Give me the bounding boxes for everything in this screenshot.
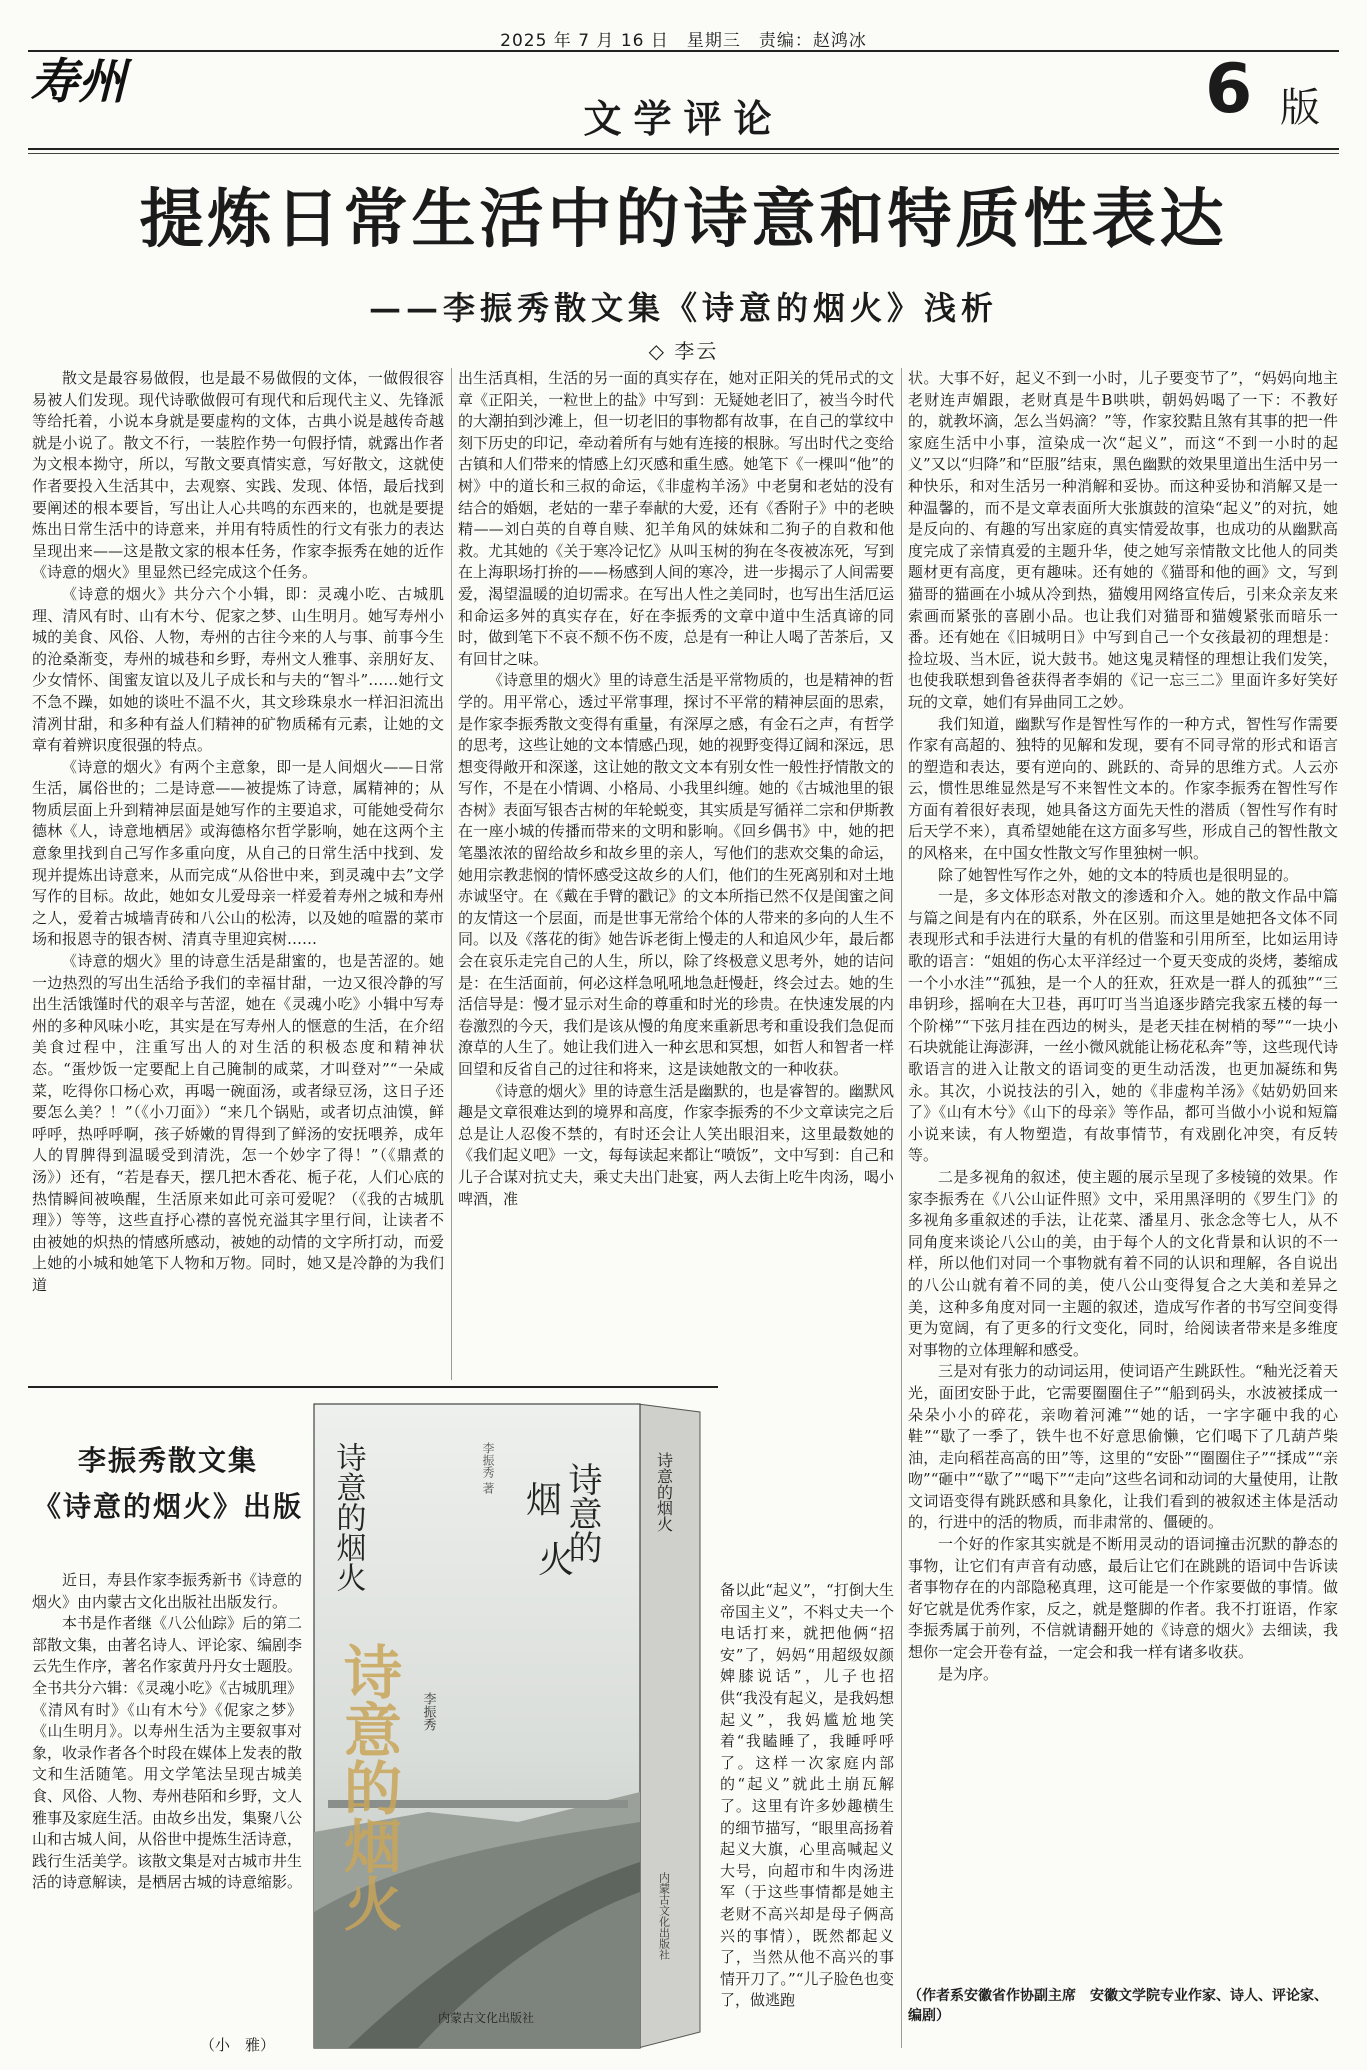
article-paragraph: 一个好的作家其实就是不断用灵动的语词撞击沉默的静态的事物，让它们有声音有动感，最后让它们在跳跳的语词中告诉读者事物存在的内部隐秘真理，这可能是一个作家要做的事情。做好它就是优秀作家，反之，就是蹩脚的作者。我不打诳语，作家李振秀属于前列，不信就请翻开她的《诗意的烟火》去细读，我想你一定会开卷有益，一定会和我一样有诸多收获。 (908, 1535, 1338, 1662)
book-title-right-2: 烟 (526, 1480, 563, 1521)
sidebar-news-title (28, 1438, 308, 1530)
page-number: 6 (1205, 50, 1253, 129)
article-paragraph: 《诗意的烟火》里的诗意生活是幽默的，也是睿智的。幽默风趣是文章很难达到的境界和高度，作家李振秀的不少文章读完之后总是让人忍俊不禁的，有时还会让人笑出眼泪来，这里最数她的《我们起义吧》一文，每每读起来都让“喷饭”，文中写到：自己和儿子合谋对抗丈夫，乘丈夫出门赴宴，两人去街上吃牛肉汤，喝小啤酒，准 (458, 1081, 894, 1208)
book-publisher: 内蒙古文化出版社 (438, 2011, 535, 2025)
dateline: 2025 年 7 月 16 日 星期三 责编：赵鸿冰 (500, 31, 867, 51)
page-unit: 版 (1280, 85, 1320, 131)
sidebar-paragraph: 本书是作者继《八公仙踪》后的第二部散文集，由著名诗人、评论家、编剧李云先生作序，著名作家黄丹丹女士题股。全书共分六辑：《灵魂小吃》《古城肌理》《清风有时》《山有木兮》《伲家之梦》《山生明月》。以寿州生活为主要叙事对象，收录作者各个时段在媒体上发表的散文和生活随笔。用文学笔法呈现古城美食、风俗、人物、寿州巷陌和乡野，文人雅事及家庭生活。由故乡出发，集聚八公山和古城人间，从俗世中提炼生活诗意，践行生活美学。该散文集是对古城市井生活的诗意解读，是栖居古城的诗意缩影。 (32, 1614, 303, 1892)
article-paragraph: 《诗意的烟火》里的诗意生活是甜蜜的，也是苦涩的。她一边热烈的写出生活给予我们的幸福甘甜，一边又很冷静的写出生活饿馑时代的艰辛与苦涩，她在《灵魂小吃》小辑中写寿州的多种风味小吃，其实是在写寿州人的惬意的生活，在介绍美食过程中，注重写出人的对生活的积极态度和精神状态。“蛋炒饭一定要配上自己腌制的咸菜，才叫登对”“一朵咸菜，吃得你口杨心欢，再喝一碗面汤，或者绿豆汤，这日子还要怎么美？！”（《小刀面》）“来几个锅贴，或者切点油馍，鲜呼呼，热呼呼啊，孩子娇嫩的胃得到了鲜汤的安抚喂养，成年人的胃脾得到温暖受到清洗，怎一个妙字了得！”（《鼎煮的汤》）还有，“若是春天，摆几把木香花、栀子花，人们心底的热情瞬间被唤醒，生活原来如此可亲可爱呢？（《我的古城肌理》）等等，这些直抒心襟的喜悦充溢其字里行间，让读者不由被她的炽热的情感所感动，被她的动情的文字所打动，而爱上她的小城和她笔下人物和万物。同时，她又是冷静的为我们道 (32, 952, 444, 1294)
sidebar-title-line: 李振秀散文集 (77, 1444, 258, 1477)
article-paragraph: 三是对有张力的动词运用，使词语产生跳跃性。“釉光泛着天光，面团安卧于此，它需要圈圈住子”“船到码头，水波被揉成一朵朵小小的碎花，亲吻着河滩”“她的话，一字字砸中我的心鞋”“歇了一季了，铁牛也不好意思偷懒，它们喝下了几葫芦柴油，走向稻茬高高的田”等，这里的“安卧”“圈圈住子”“揉成”“亲吻”“砸中”“歇了”“喝下”“走向”这些名词和动词的大量使用，让散文词语变得有跳跃感和具象化，让我们看到的被叙述主体是活动的，行进中的活的物质，而非肃常的、僵硬的。 (908, 1362, 1338, 1532)
logo-text: 寿州 (30, 54, 127, 108)
sidebar-news-body (32, 1570, 302, 1894)
article-paragraph: 二是多视角的叙述，使主题的展示呈现了多棱镜的效果。作家李振秀在《八公山证件照》文中，采用黑泽明的《罗生门》的多视角多重叙述的手法，让花菜、潘星月、张念念等七人，从不同角度来谈论八公山的美，由于每个人的文化背景和认识的不一样，所以他们对同一个事物就有着不同的认识和理解，各自说出的八公山就有着不同的美，使八公山变得复合之大美和差异之美，这种多角度对同一主题的叙述，造成写作者的书写空间变得更为宽阔，有了更多的行文变化，同时，给阅读者带来是多维度对事物的立体理解和感受。 (908, 1167, 1338, 1359)
author-footnote: （作者系安徽省作协副主席 安徽文学院专业作家、诗人、评论家、编剧） (908, 1988, 1328, 2024)
article-column-2-continued (720, 1580, 894, 2052)
book-title-right-3: 火 (538, 1540, 575, 1581)
article-paragraph: 《诗意的烟火》有两个主意象，即一是人间烟火——日常生活，属俗世的；二是诗意——被提炼了诗意，属精神的；从物质层面上升到精神层面是她写作的主要追求，可能她受荷尔德林《人，诗意地栖居》或海德格尔哲学影响，她在这两个主意象里找到自己写作多重向度，从自己的日常生活中找到、发现并提炼出诗意来，从而完成“从俗世中来，到灵魂中去”文学写作的目标。故此，她如女儿爱母亲一样爱着寿州之城和寿州之人，爱着古城墙青砖和八公山的松涛，以及她的喧嚣的菜市场和报恩寺的银杏树、清真寺里迎宾树…… (32, 757, 444, 949)
article-paragraph: 除了她智性写作之外，她的文本的特质也是很明显的。 (938, 865, 1299, 884)
article-paragraph: 《诗意里的烟火》里的诗意生活是平常物质的，也是精神的哲学的。用平常心，透过平常事理，探讨不平常的精神层面的思索，是作家李振秀散文变得有重量，有深厚之感，有金石之声，有哲学的思考，这些让她的文本情感凸现，她的视野变得辽阔和深远，思想变得敞开和深遂，这让她的散文文本有别女性一般性抒情散文的写作，不是在小情调、小格局、小我里纠缠。她的《古城池里的银杏树》表面写银杏古树的年轮蜕变，其实质是写循祥二宗和伊斯教在一座小城的传播而带来的文明和影响。《回乡偶书》中，她的把笔墨浓浓的留给故乡和故乡里的亲人，写他们的悲欢交集的命运，她用宗教悲悯的情怀感受这故乡的人们，他们的生死离别和对土地赤诚坚守。在《戴在手臂的戳记》的文本所指已然不仅是闺蜜之间的友情这一个层面，而是世事无常给个体的人带来的多向的人生不同。以及《落花的街》她告诉老街上慢走的人和追风少年，最后都会在哀乐走完自己的人生，所以，除了终极意义思考外，她的诘问是：在生活面前，何必这样急吼吼地急赶慢赶，终会过去。她的生活信导是：慢才显示对生命的尊重和时光的珍贵。在快速发展的内卷激烈的今天，我们是该从慢的角度来重新思考和重设我们急促而潦草的人生了。她让我们进入一种玄思和冥想，如哲人和智者一样回望和反省自己的过往和将来，这是读她散文的一种收获。 (458, 671, 894, 1078)
sidebar-title-line: 《诗意的烟火》出版 (32, 1490, 303, 1523)
section-title: 文学评论 (583, 97, 784, 141)
book-title-vertical-left: 诗意的烟火 (330, 1442, 366, 1592)
article-paragraph: 我们知道，幽默写作是智性写作的一种方式，智性写作需要作家有高超的、独特的见解和发现，要有不同寻常的形式和语言的塑造和表达，要有逆向的、跳跃的、奇异的思维方式。人云亦云，惯性思维显然是写不来智性文本的。作家李振秀在智性写作方面有着很好表现，她具备这方面先天性的潜质（智性写作有时后天学不来），真希望她能在这方面多写些，形成自己的智性散文的风格来，在中国女性散文写作里独树一帜。 (908, 714, 1338, 863)
book-author: 李振秀 (420, 1692, 436, 1731)
article-paragraph: 《诗意的烟火》共分六个小辑，即：灵魂小吃、古城肌理、清风有时、山有木兮、伲家之梦、山生明月。她写寿州小城的美食、风俗、人物，寿州的古往今来的人与事、前事今生的沧桑渐变，寿州的城巷和乡野，寿州文人雅事、亲朋好友、少女情怀、闺蜜友谊以及儿子成长和与夫的“智斗”……她行文不急不躁，如她的谈吐不温不火，其文珍珠泉水一样汩汩流出清冽甘甜，和多种有益人们精神的矿物质稀有元素，让她的文章有着辨识度很强的特点。 (32, 584, 444, 755)
sidebar-author: （小 雅） (200, 2036, 276, 2054)
article-paragraph: 出生活真相，生活的另一面的真实存在，她对正阳关的凭吊式的文章《正阳关，一粒世上的盐》中写到：无疑她老旧了，被当今时代的大潮拍到沙滩上，但一切老旧的事物都有故事，在自己的掌纹中刻下历史的印记，牵动着所有与她有连接的根脉。写出时代之变给古镇和人们带来的情感上幻灭感和重生感。她笔下《一棵叫“他”的树》中的道长和三叔的命运，《非虚构羊汤》中老舅和老姑的没有结合的婚姻，老姑的一辈子奉献的大爱，还有《香附子》中的老映精——刘白英的自尊自赎、犯羊角风的妹妹和二狗子的自救和他救。尤其她的《关于寒冷记忆》从叫玉树的狗在冬夜被冻死，写到在上海职场打拚的——杨感到人间的寒冷，进一步揭示了人间需要爱，渴望温暖的迫切需求。在写出人性之美同时，也写出生活厄运和命运多舛的真实存在，好在李振秀的文章中道中生活真谛的同时，做到笔下不哀不颓不伤不废，总是有一种让人喝了苦茶后，又有回甘之味。 (458, 369, 894, 668)
article-paragraph: 备以此“起义”，“打倒大生帝国主义”，不料丈夫一个电话打来，就把他俩“招安”了，妈妈“用超级奴颜婢膝说话”，儿子也招供“我没有起义，是我妈想起义”，我妈尴尬地笑着“我瞌睡了，我睡呼呼了。这样一次家庭内部的“起义”就此土崩瓦解了。这里有许多妙趣横生的细节描写，“眼里高扬着起义大旗，心里高喊起义大号，向超市和牛肉汤进军（于这些事情都是她主老财不高兴却是母子俩高兴的事情），既然都起义了，当然从他不高兴的事情开刀了。”“儿子脸色也变了，做逃跑 (720, 1581, 894, 2010)
sidebar-rule (28, 1386, 718, 1388)
article-paragraph: 是为序。 (938, 1664, 999, 1683)
header-rule-thin (28, 153, 1339, 154)
book-spine-publisher: 内蒙古文化出版社 (657, 1872, 671, 1960)
column-divider (451, 368, 452, 1380)
article-column-3 (908, 368, 1338, 1978)
sidebar-paragraph: 近日，寿县作家李振秀新书《诗意的烟火》由内蒙古文化出版社出版发行。 (32, 1571, 303, 1611)
header-rule-top (28, 50, 1339, 52)
book-spine-title: 诗意的烟火 (654, 1452, 674, 1532)
book-author-small: 李振秀 著 (481, 1442, 495, 1494)
article-subheadline: ——李振秀散文集《诗意的烟火》浅析 (368, 289, 998, 327)
article-column-1 (32, 368, 444, 1380)
article-headline: 提炼日常生活中的诗意和特质性表达 (139, 182, 1228, 257)
column-divider (901, 368, 902, 2048)
header-rule-bottom (28, 148, 1339, 150)
article-paragraph: 一是，多文体形态对散文的渗透和介入。她的散文作品中篇与篇之间是有内在的联系，外在区别。而这里是她把各文体不同表现形式和手法进行大量的有机的借鉴和引用所至，比如运用诗歌的语言：“姐姐的伤心太平洋经过一个夏天变成的炎烤，萎缩成一个小水洼”“孤独，是一个人的狂欢，狂欢是一群人的孤独”“三串钥珍，摇响在大卫巷，再叮叮当当追逐步踏完我家五楼的每一个阶梯”“下弦月挂在西边的树头，是老天挂在树梢的琴”“一块小石块就能让海澎湃，一丝小微风就能让杨花私奔”等，这些现代诗歌语言的进入让散文的语词变的更生动活泼，也更加凝练和隽永。其次，小说技法的引入，她的《非虚构羊汤》《姑奶奶回来了》《山有木兮》《山下的母亲》等作品，都可当做小小说和短篇小说来读，有人物塑造，有故事情节，有戏剧化冲突，有反转等。 (908, 887, 1338, 1165)
article-byline: ◇ 李云 (648, 339, 719, 363)
article-paragraph: 状。大事不好，起义不到一小时，儿子要变节了”，“妈妈向地主老财连声媚跟，老财真是牛B哄哄，朝妈妈喝了一下：不教好的，就教坏滴，怎么当妈滴？”等，作家狡黠且煞有其事的把一件家庭生活中小事，渲染成一次“起义”，而这“不到一小时的起义”又以“归降”和“臣服”结束，黑色幽默的效果里道出生活中另一种快乐，和对生活另一种消解和妥协。而这种妥协和消解又是一种温馨的，而不是文章表面所大张旗鼓的渲染“起义”的对抗，她是反向的、有趣的写出家庭的真实情爱故事，也成功的从幽默高度完成了亲情真爱的主题升华，使之她写亲情散文比他人的同类题材更有高度，更有趣味。还有她的《猫哥和他的画》文，写到猫哥的猫画在小城从冷到热，猫嫂用网络宣传后，引来众亲友来索画而紧张的喜剧小品。也让我们对猫哥和猫嫂紧张而暗乐一番。还有她在《旧城明日》中写到自己一个女孩最初的理想是：捡垃圾、当木匠，说大鼓书。她这鬼灵精怪的理想让我们发笑，也使我联想到鲁爸获得者李娟的《记一忘三二》里面许多好笑好玩的文章，她们有异曲同工之妙。 (908, 369, 1338, 711)
book-calligraphy-title: 诗意的烟火 (334, 1642, 402, 1932)
book-cover-image (308, 1392, 708, 2052)
book-title-right-1: 诗意的 (562, 1462, 602, 1564)
article-paragraph: 散文是最容易做假，也是最不易做假的文体，一做假很容易被人们发现。现代诗歌做假可有现代和后现代主义、先锋派等给托着，小说本身就是要虚构的文体，古典小说是越传奇越就是小说了。散文不行，一装腔作势一句假抒情，就露出作者为文根本拗守，所以，写散文要真情实意，写好散文，这就使作者要投入生活其中，去观察、实践、发现、体悟，最后找到要阐述的根本要旨，写出让人心共鸣的东西来的，也就是要提炼出日常生活中的诗意来，并用有特质性的行文有张力的表达呈现出来——这是散文家的根本任务，作家李振秀在她的近作《诗意的烟火》里显然已经完成这个任务。 (32, 369, 444, 582)
